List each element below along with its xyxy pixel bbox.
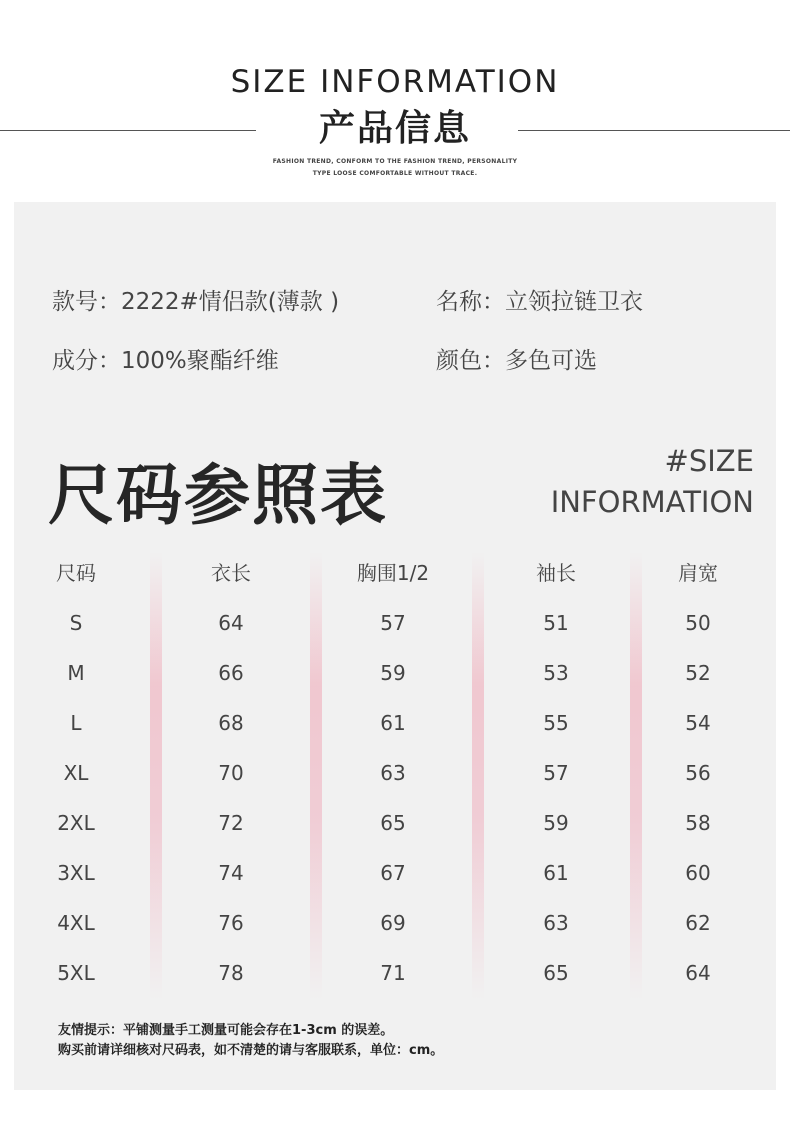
- header-cell-length: 衣长: [211, 561, 251, 585]
- cell-sleeve: 53: [543, 661, 569, 685]
- table-row: [14, 803, 776, 853]
- cell-shoulder: 52: [685, 661, 711, 685]
- cell-chest-half: 65: [380, 811, 406, 835]
- cell-sleeve: 57: [543, 761, 569, 785]
- header-title-en: SIZE INFORMATION: [230, 64, 560, 100]
- material: 成分：100%聚酯纤维: [52, 348, 279, 374]
- cell-shoulder: 64: [685, 961, 711, 985]
- cell-chest-half: 71: [380, 961, 406, 985]
- cell-sleeve: 63: [543, 911, 569, 935]
- table-row: [14, 903, 776, 953]
- cell-shoulder: 62: [685, 911, 711, 935]
- cell-size: 4XL: [57, 911, 95, 935]
- header-line-right: [518, 130, 790, 131]
- header-title-cn: 产品信息: [318, 108, 471, 149]
- cell-size: XL: [63, 761, 89, 785]
- measurement-note: 友情提示：平铺测量手工测量可能会存在1-3cm 的误差。: [58, 1023, 394, 1038]
- table-row: [14, 653, 776, 703]
- table-row: [14, 603, 776, 653]
- size-info-panel: [14, 202, 776, 1090]
- contact-note: 购买前请详细核对尺码表，如不清楚的请与客服联系，单位：cm。: [58, 1043, 444, 1058]
- header-cell-chest-half: 胸围1/2: [356, 561, 430, 585]
- cell-length: 64: [218, 611, 244, 635]
- table-row: [14, 953, 776, 1003]
- cell-chest-half: 61: [380, 711, 406, 735]
- cell-length: 66: [218, 661, 244, 685]
- cell-size: 2XL: [57, 811, 95, 835]
- cell-length: 70: [218, 761, 244, 785]
- header-cell-sleeve: 袖长: [536, 561, 576, 585]
- header-subtitle-line1: FASHION TREND, CONFORM TO THE FASHION TREND, PERSONALITY: [272, 158, 518, 165]
- size-chart-side-title-1: #SIZE: [664, 444, 754, 478]
- cell-length: 74: [218, 861, 244, 885]
- cell-sleeve: 61: [543, 861, 569, 885]
- style-number: 款号：2222#情侣款(薄款 ): [52, 289, 340, 315]
- header-subtitle-line2: TYPE LOOSE COMFORTABLE WITHOUT TRACE.: [312, 170, 478, 177]
- cell-size: L: [70, 711, 82, 735]
- cell-size: 5XL: [57, 961, 95, 985]
- cell-chest-half: 69: [380, 911, 406, 935]
- cell-chest-half: 67: [380, 861, 406, 885]
- cell-chest-half: 57: [380, 611, 406, 635]
- cell-sleeve: 59: [543, 811, 569, 835]
- cell-shoulder: 60: [685, 861, 711, 885]
- cell-length: 76: [218, 911, 244, 935]
- cell-chest-half: 59: [380, 661, 406, 685]
- cell-size: 3XL: [57, 861, 95, 885]
- table-header-row: [14, 553, 776, 603]
- cell-length: 72: [218, 811, 244, 835]
- cell-shoulder: 56: [685, 761, 711, 785]
- cell-size: S: [69, 611, 83, 635]
- cell-sleeve: 55: [543, 711, 569, 735]
- size-chart-side-title-2: INFORMATION: [550, 485, 754, 519]
- size-chart-title: 尺码参照表: [48, 457, 388, 534]
- table-row: [14, 853, 776, 903]
- table-row: [14, 703, 776, 753]
- cell-chest-half: 63: [380, 761, 406, 785]
- header-cell-shoulder: 肩宽: [678, 561, 718, 585]
- table-row: [14, 753, 776, 803]
- product-name: 名称：立领拉链卫衣: [436, 289, 643, 315]
- cell-sleeve: 51: [543, 611, 569, 635]
- header-cell-size: 尺码: [56, 561, 96, 585]
- cell-length: 78: [218, 961, 244, 985]
- color-options: 颜色：多色可选: [436, 348, 597, 374]
- cell-shoulder: 54: [685, 711, 711, 735]
- cell-shoulder: 58: [685, 811, 711, 835]
- cell-size: M: [67, 661, 85, 685]
- cell-shoulder: 50: [685, 611, 711, 635]
- cell-length: 68: [218, 711, 244, 735]
- cell-sleeve: 65: [543, 961, 569, 985]
